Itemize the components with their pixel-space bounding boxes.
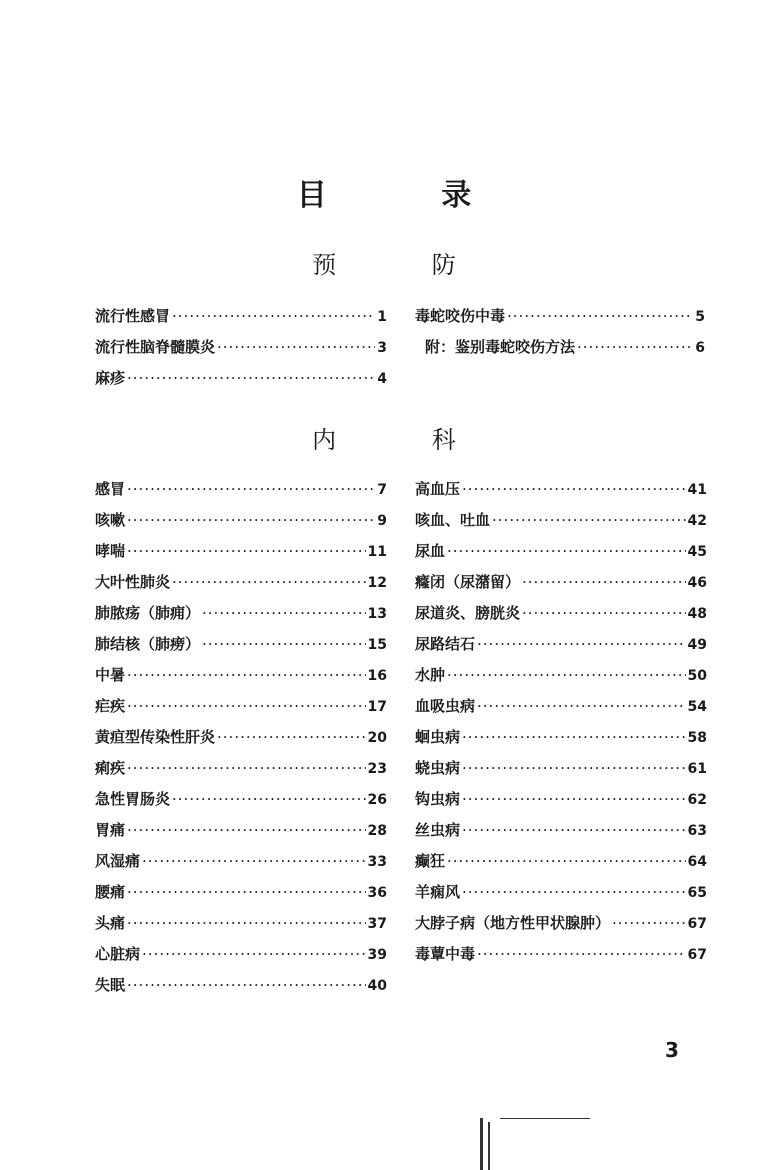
toc-entry-title: 流行性感冒: [95, 307, 171, 325]
leader-dots: [127, 666, 366, 684]
leader-dots: [462, 883, 686, 901]
toc-entry-title: 肺结核（肺痨）: [95, 635, 201, 653]
toc-entry-page: 45: [687, 544, 707, 560]
toc-entry-title: 癃闭（尿潴留）: [415, 573, 521, 591]
toc-entry-page: 23: [367, 761, 387, 777]
toc-entry-page: 26: [367, 792, 387, 808]
toc-entry-title: 毒蕈中毒: [415, 945, 476, 963]
toc-entry[interactable]: [95, 664, 387, 695]
toc-entry-page: 61: [687, 761, 707, 777]
leader-dots: [447, 852, 686, 870]
toc-entry-page: 67: [687, 947, 707, 963]
leader-dots: [462, 821, 686, 839]
toc-entry-title: 流行性脑脊髓膜炎: [95, 338, 216, 356]
leader-dots: [172, 573, 366, 591]
toc-entry-page: 65: [687, 885, 707, 901]
leader-dots: [202, 635, 366, 653]
toc-entry-page: 58: [687, 730, 707, 746]
toc-entry[interactable]: [95, 540, 387, 571]
toc-entry-page: 28: [367, 823, 387, 839]
toc-entry-title: 咳嗽: [95, 511, 126, 529]
toc-entry[interactable]: [415, 757, 707, 788]
toc-entry-page: 16: [367, 668, 387, 684]
leader-dots: [142, 852, 366, 870]
scan-artifact: [480, 1118, 483, 1170]
leader-dots: [612, 914, 686, 932]
toc-entry-page: 17: [367, 699, 387, 715]
toc-entry[interactable]: [415, 305, 705, 336]
toc-entry-title: 毒蛇咬伤中毒: [415, 307, 506, 325]
leader-dots: [477, 697, 686, 715]
leader-dots: [462, 728, 686, 746]
toc-entry-title: 黄疸型传染性肝炎: [95, 728, 216, 746]
page-title: 目 录: [296, 178, 524, 213]
toc-entry[interactable]: [415, 850, 707, 881]
toc-entry-title: 血吸虫病: [415, 697, 476, 715]
leader-dots: [507, 307, 693, 325]
toc-entry-title: 大脖子病（地方性甲状腺肿）: [415, 914, 611, 932]
toc-entry[interactable]: [95, 509, 387, 540]
toc-entry-page: 13: [367, 606, 387, 622]
toc-entry[interactable]: [415, 912, 707, 943]
toc-entry[interactable]: [415, 664, 707, 695]
toc-entry[interactable]: [95, 726, 387, 757]
toc-entry-title: 尿血: [415, 542, 446, 560]
toc-entry[interactable]: [95, 336, 387, 367]
toc-entry-page: 33: [367, 854, 387, 870]
toc-entry[interactable]: [415, 509, 707, 540]
leader-dots: [447, 666, 686, 684]
toc-entry-title: 水肿: [415, 666, 446, 684]
toc-entry[interactable]: [415, 478, 707, 509]
leader-dots: [127, 976, 366, 994]
leader-dots: [202, 604, 366, 622]
toc-entry-page: 7: [377, 482, 387, 498]
toc-entry[interactable]: [415, 540, 707, 571]
toc-entry-title: 失眠: [95, 976, 126, 994]
toc-entry[interactable]: [95, 850, 387, 881]
toc-entry-page: 12: [367, 575, 387, 591]
toc-entry[interactable]: [415, 943, 707, 974]
toc-entry-title: 痢疾: [95, 759, 126, 777]
toc-entry[interactable]: [95, 478, 387, 509]
toc-entry-page: 3: [377, 340, 387, 356]
toc-entry[interactable]: [95, 912, 387, 943]
toc-entry[interactable]: [95, 943, 387, 974]
leader-dots: [127, 697, 366, 715]
toc-entry-title: 癫狂: [415, 852, 446, 870]
leader-dots: [577, 338, 693, 356]
toc-entry[interactable]: [95, 695, 387, 726]
toc-entry[interactable]: [95, 757, 387, 788]
toc-entry-title: 胃痛: [95, 821, 126, 839]
toc-entry-page: 5: [695, 309, 705, 325]
leader-dots: [462, 480, 686, 498]
toc-entry-page: 41: [687, 482, 707, 498]
leader-dots: [127, 759, 366, 777]
toc-entry[interactable]: [95, 602, 387, 633]
toc-entry-title: 钩虫病: [415, 790, 461, 808]
toc-entry-title: 大叶性肺炎: [95, 573, 171, 591]
leader-dots: [522, 573, 686, 591]
toc-entry-page: 40: [367, 978, 387, 994]
leader-dots: [477, 635, 686, 653]
toc-column-internal-right: [415, 478, 707, 974]
toc-entry-page: 64: [687, 854, 707, 870]
toc-entry[interactable]: [95, 788, 387, 819]
toc-entry[interactable]: [415, 695, 707, 726]
leader-dots: [127, 480, 375, 498]
toc-entry-page: 6: [695, 340, 705, 356]
scan-artifact: [488, 1122, 490, 1170]
toc-entry-title: 心脏病: [95, 945, 141, 963]
toc-entry-page: 42: [687, 513, 707, 529]
toc-entry-title: 急性胃肠炎: [95, 790, 171, 808]
toc-entry-title: 尿道炎、膀胱炎: [415, 604, 521, 622]
toc-entry-page: 50: [687, 668, 707, 684]
toc-entry-page: 63: [687, 823, 707, 839]
leader-dots: [142, 945, 366, 963]
toc-entry[interactable]: [95, 571, 387, 602]
toc-column-prevention-left: [95, 305, 387, 398]
toc-entry-page: 48: [687, 606, 707, 622]
toc-entry-title: 附：鉴别毒蛇咬伤方法: [425, 338, 576, 356]
leader-dots: [127, 511, 375, 529]
leader-dots: [127, 914, 366, 932]
toc-entry[interactable]: [95, 974, 387, 1005]
leader-dots: [462, 759, 686, 777]
toc-entry-title: 肺脓疡（肺痈）: [95, 604, 201, 622]
leader-dots: [127, 369, 375, 387]
toc-entry[interactable]: [415, 788, 707, 819]
toc-entry[interactable]: [415, 633, 707, 664]
toc-entry-title: 风湿痛: [95, 852, 141, 870]
toc-entry-page: 62: [687, 792, 707, 808]
toc-entry-title: 哮喘: [95, 542, 126, 560]
leader-dots: [477, 945, 686, 963]
toc-entry-appendix[interactable]: [415, 336, 705, 367]
toc-entry-page: 15: [367, 637, 387, 653]
leader-dots: [127, 821, 366, 839]
toc-entry-page: 39: [367, 947, 387, 963]
toc-entry[interactable]: [415, 602, 707, 633]
toc-entry[interactable]: [95, 881, 387, 912]
leader-dots: [127, 883, 366, 901]
toc-entry-title: 咳血、吐血: [415, 511, 491, 529]
toc-entry-title: 羊痫风: [415, 883, 461, 901]
leader-dots: [217, 338, 375, 356]
leader-dots: [492, 511, 686, 529]
toc-entry-page: 49: [687, 637, 707, 653]
leader-dots: [522, 604, 686, 622]
toc-entry-page: 67: [687, 916, 707, 932]
toc-column-internal-left: [95, 478, 387, 1005]
toc-entry-title: 高血压: [415, 480, 461, 498]
toc-entry-page: 36: [367, 885, 387, 901]
toc-entry-title: 蛔虫病: [415, 728, 461, 746]
toc-entry[interactable]: [415, 881, 707, 912]
toc-entry-title: 腰痛: [95, 883, 126, 901]
toc-entry-page: 4: [377, 371, 387, 387]
toc-entry-page: 1: [377, 309, 387, 325]
leader-dots: [172, 790, 366, 808]
toc-entry[interactable]: [415, 726, 707, 757]
toc-entry-title: 感冒: [95, 480, 126, 498]
toc-entry-page: 9: [377, 513, 387, 529]
toc-entry-title: 丝虫病: [415, 821, 461, 839]
leader-dots: [217, 728, 366, 746]
toc-entry-page: 37: [367, 916, 387, 932]
leader-dots: [127, 542, 366, 560]
toc-entry-title: 中暑: [95, 666, 126, 684]
scan-artifact: [500, 1118, 590, 1119]
toc-entry-title: 尿路结石: [415, 635, 476, 653]
section-heading-internal-medicine: 内 科: [312, 426, 500, 454]
toc-entry[interactable]: [415, 819, 707, 850]
leader-dots: [447, 542, 686, 560]
toc-entry-page: 20: [367, 730, 387, 746]
toc-entry-title: 疟疾: [95, 697, 126, 715]
page-number: 3: [665, 1038, 679, 1062]
toc-entry-title: 蛲虫病: [415, 759, 461, 777]
toc-entry-page: 11: [367, 544, 387, 560]
leader-dots: [172, 307, 375, 325]
toc-entry[interactable]: [415, 571, 707, 602]
toc-entry-page: 54: [687, 699, 707, 715]
toc-entry-title: 头痛: [95, 914, 126, 932]
toc-entry[interactable]: [95, 305, 387, 336]
toc-entry[interactable]: [95, 819, 387, 850]
toc-column-prevention-right: [415, 305, 705, 367]
toc-entry[interactable]: [95, 367, 387, 398]
toc-entry[interactable]: [95, 633, 387, 664]
toc-entry-title: 麻疹: [95, 369, 126, 387]
toc-entry-page: 46: [687, 575, 707, 591]
leader-dots: [462, 790, 686, 808]
section-heading-prevention: 预 防: [312, 251, 500, 279]
